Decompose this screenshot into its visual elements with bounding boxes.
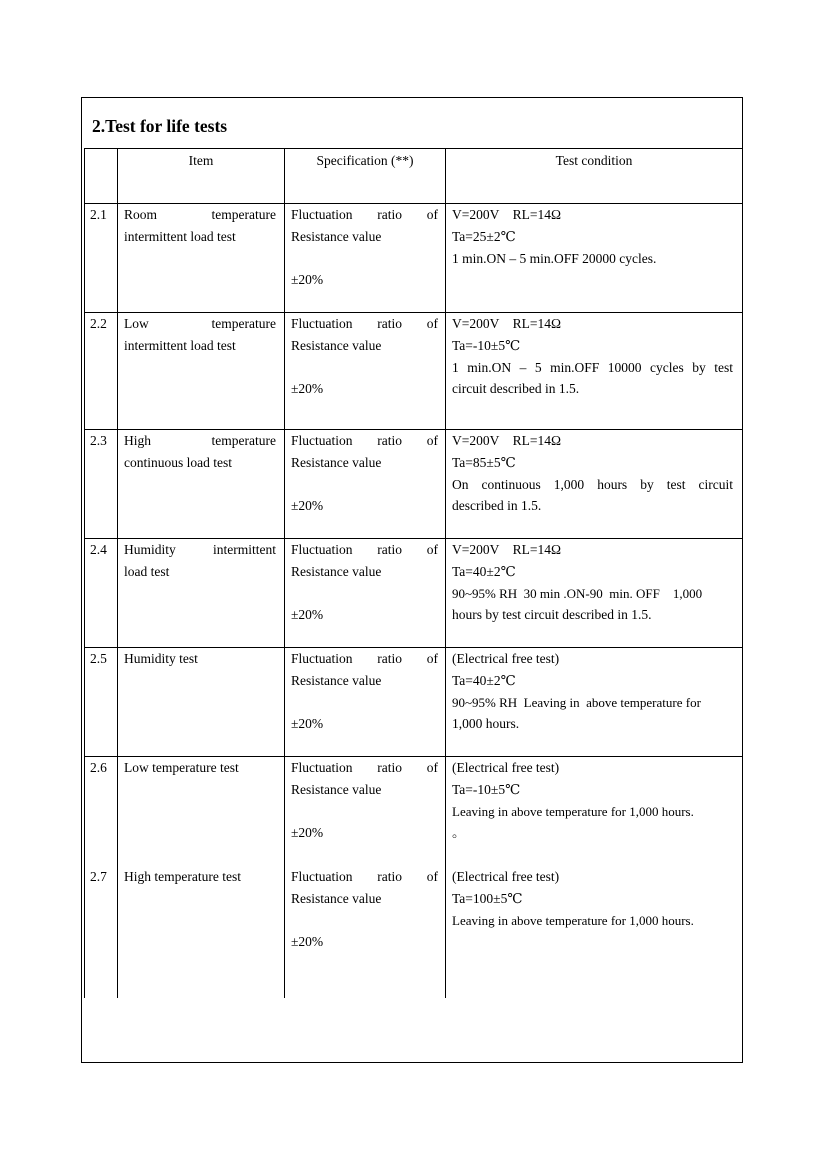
condition-line: On continuous 1,000 hours by test circuit [452,476,733,492]
condition-line: 90~95% RH Leaving in above temperature for [452,694,701,710]
condition-line: circuit described in 1.5. [452,381,580,397]
spec-line: Resistance value [291,563,382,579]
condition-line: 90~95% RH 30 min .ON-90 min. OFF 1,000 [452,585,703,601]
condition-line: V=200V RL=14Ω [452,433,562,448]
header-item: Item [188,153,214,168]
spec-line: Fluctuation ratio of [291,433,438,448]
item-line: Humidity test [124,651,198,666]
item-line: intermittent load test [124,228,236,244]
column-rule [742,148,743,998]
condition-cell [452,648,733,735]
column-rule [284,148,285,998]
spec-line: Fluctuation ratio of [291,542,438,557]
condition-cell [452,204,733,269]
condition-line: V=200V RL=14Ω [452,542,562,557]
item-line: Room temperature [124,207,276,222]
spec-cell [291,430,438,517]
row-number: 2.6 [90,760,107,775]
row-number: 2.1 [90,207,107,222]
spec-line: Resistance value [291,672,382,688]
condition-line: (Electrical free test) [452,760,560,775]
item-line: intermittent load test [124,337,236,353]
row-number: 2.4 [90,542,107,557]
test-table-frame [81,97,743,1063]
condition-line: Leaving in above temperature for 1,000 hours. [452,803,694,819]
condition-line: 。 [452,825,466,841]
column-rule [117,148,118,998]
condition-line: (Electrical free test) [452,651,560,666]
spec-line: Resistance value [291,890,382,906]
column-rule [84,148,85,998]
condition-line: (Electrical free test) [452,869,560,884]
condition-cell [452,539,733,626]
spec-line: Resistance value [291,781,382,797]
item-line: load test [124,563,170,579]
condition-line: described in 1.5. [452,498,542,514]
item-line: High temperature [124,433,276,448]
spec-cell [291,204,438,291]
condition-line: Ta=40±2℃ [452,563,516,579]
condition-line: 1 min.ON – 5 min.OFF 10000 cycles by test [452,359,733,375]
item-cell [124,539,276,583]
condition-line: Ta=100±5℃ [452,890,523,906]
spec-line: Fluctuation ratio of [291,760,438,775]
condition-line: hours by test circuit described in 1.5. [452,607,652,623]
spec-tolerance: ±20% [291,498,324,514]
condition-line: 1 min.ON – 5 min.OFF 20000 cycles. [452,250,657,266]
spec-tolerance: ±20% [291,716,324,732]
spec-cell [291,866,438,953]
item-cell [124,204,276,248]
item-cell [124,430,276,474]
spec-line: Fluctuation ratio of [291,651,438,666]
condition-line: Ta=-10±5℃ [452,337,521,353]
condition-cell [452,866,733,931]
item-cell [124,757,276,779]
condition-line: Ta=40±2℃ [452,672,516,688]
spec-tolerance: ±20% [291,272,324,288]
row-number: 2.7 [90,869,107,884]
condition-cell [452,757,733,844]
spec-line: Resistance value [291,454,382,470]
item-line: continuous load test [124,454,232,470]
condition-line: Ta=25±2℃ [452,228,516,244]
condition-line: V=200V RL=14Ω [452,207,562,222]
spec-line: Fluctuation ratio of [291,207,438,222]
header-test-condition: Test condition [555,153,633,168]
spec-line: Resistance value [291,228,382,244]
spec-line: Fluctuation ratio of [291,869,438,884]
condition-line: 1,000 hours. [452,716,520,732]
spec-cell [291,648,438,735]
row-number: 2.2 [90,316,107,331]
item-cell [124,313,276,357]
header-specification: Specification (**) [316,153,414,168]
item-line: Low temperature [124,316,276,331]
item-line: Low temperature test [124,760,239,775]
spec-tolerance: ±20% [291,381,324,397]
spec-tolerance: ±20% [291,825,324,841]
item-cell [124,866,276,888]
condition-line: V=200V RL=14Ω [452,316,562,331]
section-title: 2.Test for life tests [92,116,228,136]
item-line: High temperature test [124,869,241,884]
spec-line: Resistance value [291,337,382,353]
condition-line: Leaving in above temperature for 1,000 hours. [452,912,694,928]
item-line: Humidity intermittent [124,542,276,557]
column-rule [445,148,446,998]
condition-cell [452,430,733,517]
spec-tolerance: ±20% [291,934,324,950]
row-number: 2.3 [90,433,107,448]
spec-tolerance: ±20% [291,607,324,623]
row-number: 2.5 [90,651,107,666]
condition-line: Ta=-10±5℃ [452,781,521,797]
spec-line: Fluctuation ratio of [291,316,438,331]
spec-cell [291,539,438,626]
table-top-rule [84,148,743,149]
spec-cell [291,757,438,844]
spec-cell [291,313,438,400]
condition-line: Ta=85±5℃ [452,454,516,470]
item-cell [124,648,276,670]
condition-cell [452,313,733,400]
